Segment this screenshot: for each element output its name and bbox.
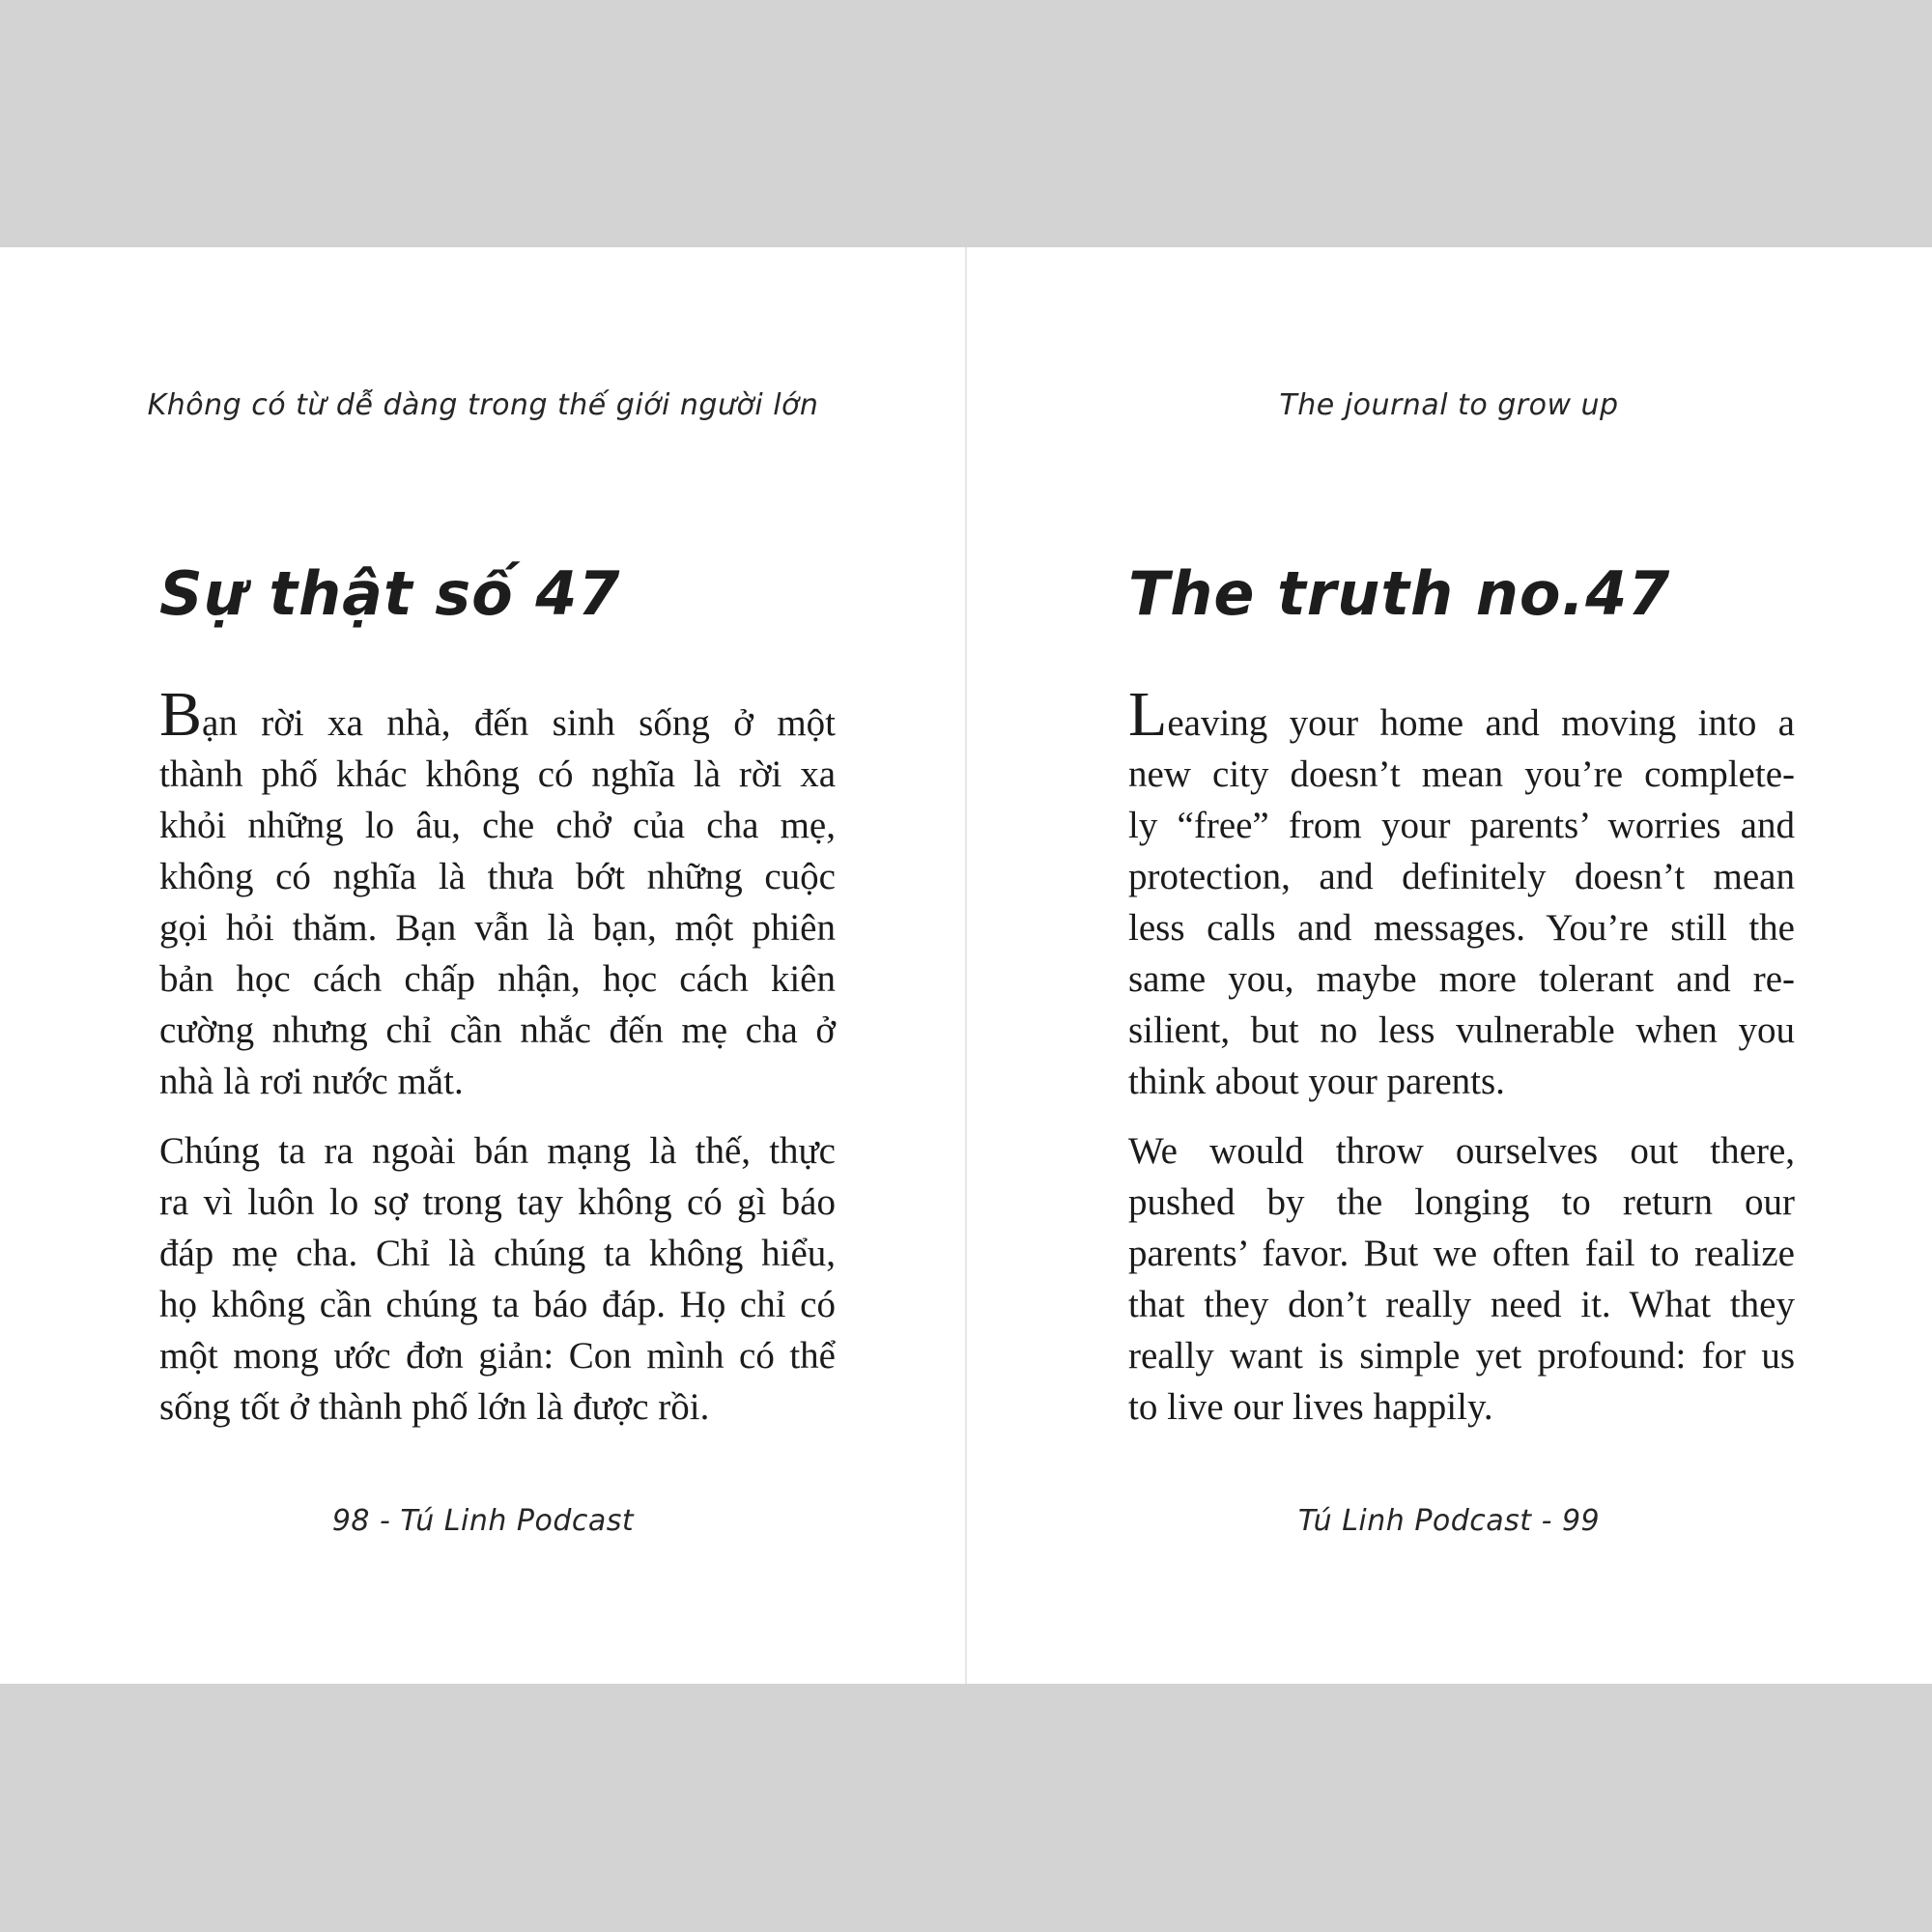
- text-line: Chúng ta ra ngoài bán mạng là thế, thực: [159, 1130, 836, 1172]
- text-line: không có nghĩa là thưa bớt những cuộc: [159, 856, 836, 897]
- page-left-vietnamese: [0, 247, 966, 1684]
- text-line: new city doesn’t mean you’re complete-: [1128, 753, 1795, 795]
- text-line: We would throw ourselves out there,: [1128, 1130, 1795, 1172]
- text-line: thành phố khác không có nghĩa là rời xa: [159, 753, 836, 795]
- text-line: Bạn rời xa nhà, đến sinh sống ở một: [159, 679, 836, 750]
- text-line: sống tốt ở thành phố lớn là được rồi.: [159, 1386, 710, 1428]
- text-line: khỏi những lo âu, che chở của cha mẹ,: [159, 805, 836, 846]
- text-line: nhà là rơi nước mắt.: [159, 1061, 464, 1102]
- bottom-gray-band: [0, 1684, 1932, 1932]
- text-line: ra vì luôn lo sợ trong tay không có gì báo: [159, 1181, 836, 1223]
- chapter-title-left: Sự thật số 47: [159, 558, 621, 629]
- text-line: ly “free” from your parents’ worries and: [1128, 805, 1795, 846]
- page-right-english: [966, 247, 1932, 1684]
- top-gray-band: [0, 0, 1932, 247]
- text-line: less calls and messages. You’re still the: [1128, 907, 1795, 949]
- text-line: same you, maybe more tolerant and re-: [1128, 958, 1795, 1000]
- paragraph: [1128, 1125, 1795, 1433]
- drop-cap-initial: L: [1128, 679, 1168, 750]
- text-line: to live our lives happily.: [1128, 1386, 1493, 1428]
- text-line: pushed by the longing to return our: [1128, 1181, 1795, 1223]
- text-line: gọi hỏi thăm. Bạn vẫn là bạn, một phiên: [159, 907, 836, 949]
- text-line: silient, but no less vulnerable when you: [1128, 1009, 1795, 1051]
- text-line: think about your parents.: [1128, 1061, 1505, 1102]
- running-header-left: Không có từ dễ dàng trong thế giới người lớn: [147, 388, 819, 422]
- text-line: really want is simple yet profound: for us: [1128, 1335, 1795, 1377]
- text-line: một mong ước đơn giản: Con mình có thể: [159, 1335, 836, 1377]
- text-line: bản học cách chấp nhận, học cách kiên: [159, 958, 836, 1000]
- paragraph: [159, 1125, 836, 1433]
- text-line: parents’ favor. But we often fail to realize: [1128, 1233, 1795, 1274]
- page-footer-left: 98 - Tú Linh Podcast: [331, 1504, 635, 1538]
- running-header-right: The journal to grow up: [1279, 388, 1619, 422]
- chapter-title-right: The truth no.47: [1128, 558, 1671, 629]
- text-line: họ không cần chúng ta báo đáp. Họ chỉ có: [159, 1284, 836, 1325]
- page-footer-right: Tú Linh Podcast - 99: [1297, 1504, 1601, 1538]
- text-line: protection, and definitely doesn’t mean: [1128, 856, 1795, 897]
- text-line: đáp mẹ cha. Chỉ là chúng ta không hiểu,: [159, 1233, 836, 1274]
- drop-cap-initial: B: [159, 679, 203, 750]
- body-text-right: [1128, 679, 1795, 1433]
- paragraph: [159, 679, 836, 1107]
- body-text-left: [159, 679, 836, 1433]
- text-line: that they don’t really need it. What they: [1128, 1284, 1795, 1325]
- paragraph: [1128, 679, 1795, 1107]
- text-line: Leaving your home and moving into a: [1128, 679, 1795, 750]
- text-line: cường nhưng chỉ cần nhắc đến mẹ cha ở: [159, 1009, 836, 1051]
